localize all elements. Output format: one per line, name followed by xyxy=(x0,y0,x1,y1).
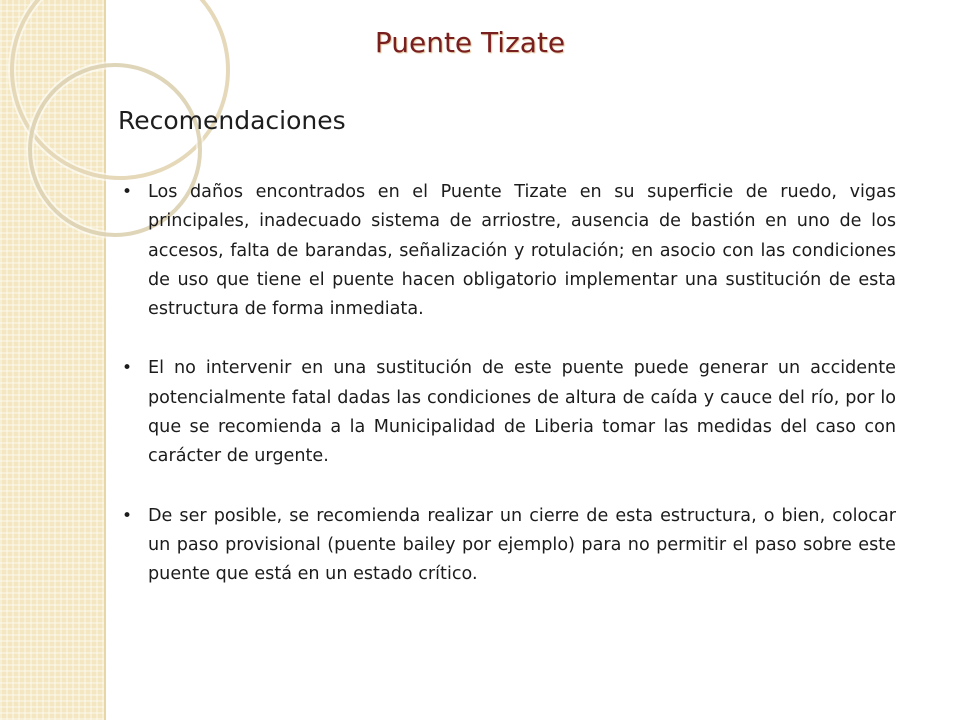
bullet-text: Los daños encontrados en el Puente Tizate en su superficie de ruedo, vigas principales, inadecuado sistema de arriostre, ausencia de bastión en uno de los accesos, falta de barandas, señalización y rotulación; en asocio con las condiciones de uso que tiene el puente hacen obligatorio implementar una sustitución de esta estructura de forma inmediata. xyxy=(148,182,896,320)
bullet-text: De ser posible, se recomienda realizar un cierre de esta estructura, o bien, colocar un paso provisional (puente bailey por ejemplo) para no permitir el paso sobre este puente que está en un estado crítico. xyxy=(148,505,896,585)
slide-title: Puente Tizate xyxy=(374,26,566,59)
slide-subtitle: Recomendaciones xyxy=(118,106,346,135)
bullet-icon: • xyxy=(122,182,133,202)
bullet-item xyxy=(118,178,896,324)
bullet-item xyxy=(118,502,896,590)
bullet-item xyxy=(118,354,896,471)
bullet-icon: • xyxy=(122,358,133,379)
bullet-text: El no intervenir en una sustitución de este puente puede generar un accidente potencialmente fatal dadas las condiciones de altura de caída y cauce del río, por lo que se recomienda a la Municipalidad de Liberia tomar las medidas del caso con carácter de urgente. xyxy=(148,358,896,467)
bullet-icon: • xyxy=(122,505,133,526)
bullet-list xyxy=(118,178,896,620)
